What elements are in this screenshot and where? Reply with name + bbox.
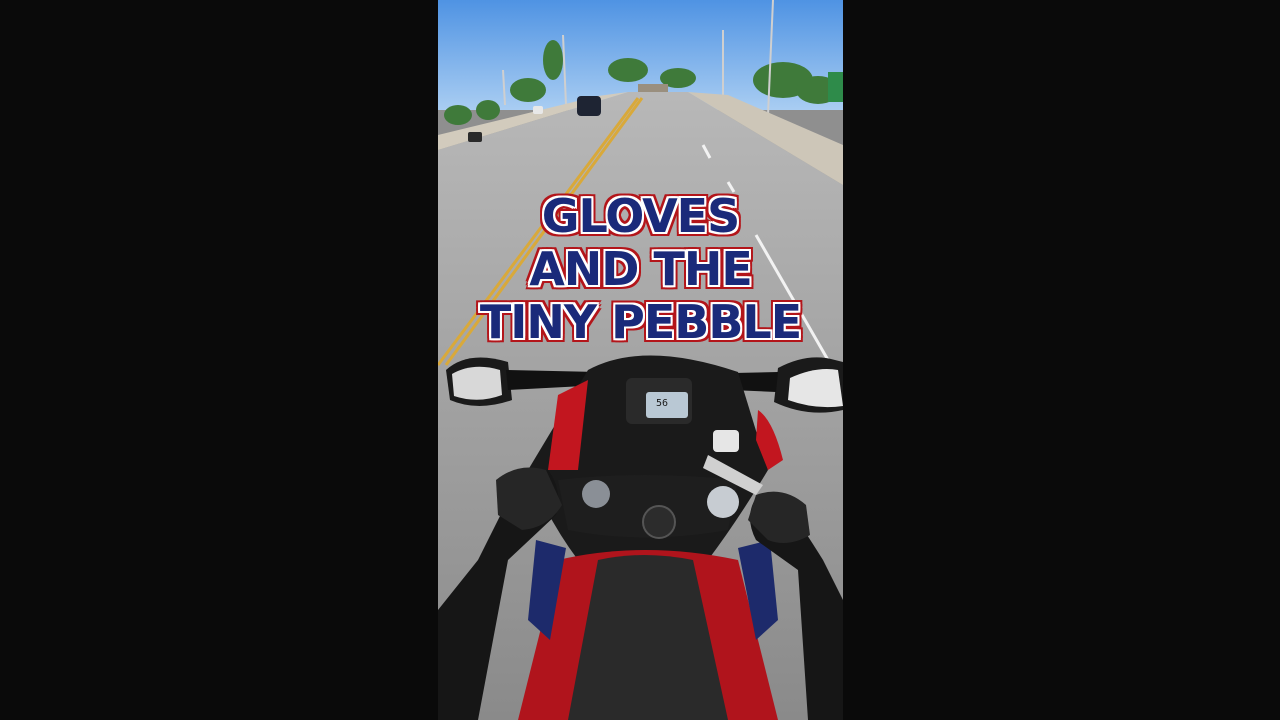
video-caption	[438, 190, 843, 349]
highway-sign	[828, 72, 843, 102]
caption-line-2: AND THE	[529, 242, 752, 296]
steering-nut	[643, 506, 675, 538]
letterbox-right	[843, 0, 1280, 720]
distant-car-3	[468, 132, 482, 142]
caption-line-1: GLOVES	[541, 189, 740, 243]
brake-reservoir	[713, 430, 739, 452]
distant-car-2	[533, 106, 543, 114]
letterbox-left	[0, 0, 438, 720]
overpass	[638, 84, 668, 92]
right-fork-cap	[707, 486, 739, 518]
video-frame[interactable]	[438, 0, 843, 720]
left-fork-cap	[582, 480, 610, 508]
road-scene	[438, 0, 843, 720]
distant-car	[577, 96, 601, 116]
speed-readout: 56	[656, 398, 669, 409]
caption-line-3: TINY PEBBLE	[479, 295, 802, 349]
